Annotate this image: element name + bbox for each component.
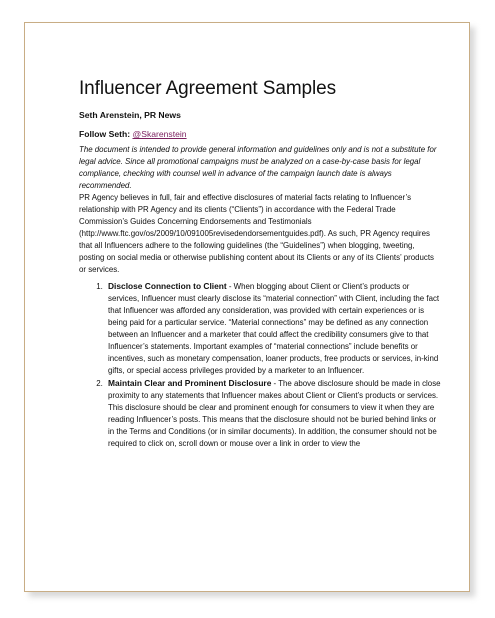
document-title: Influencer Agreement Samples: [79, 78, 337, 99]
guideline-text: - The above disclosure should be made in close proximity to any statements that Influencer makes about Client or Client’s products or services. This disclosure should be clear and prominent enough for consumers to view it when they are reading Influencer’s posts. This means that the disclosure should not be buried behind links or in the Terms and Conditions (or in similar documents). In addition, the consumer should not be required to click on, scroll down or mouse over a link in order to view the: [108, 379, 441, 448]
guideline-item: [105, 377, 441, 450]
document-content: [79, 77, 441, 450]
twitter-handle-link[interactable]: @Skarenstein: [132, 129, 187, 139]
guideline-heading: Disclose Connection to Client: [108, 281, 227, 291]
disclaimer-paragraph: The document is intended to provide general information and guidelines only and is not a substitute for legal advice. Since all promotional campaigns must be analyzed on a case-by-case basis for legal compliance, checking with counsel well in advance of the campaign launch date is always recommended.: [79, 145, 437, 190]
guideline-heading: Maintain Clear and Prominent Disclosure: [108, 378, 272, 388]
author-line: Seth Arenstein, PR News: [79, 110, 181, 120]
intro-paragraph: PR Agency believes in full, fair and effective disclosures of material facts relating to Influencer’s relationship with PR Agency and its clients (“Clients”) in accordance with the Federal Trade Commission’s Guides Concerning Endorsements and Testimonials (http://www.ftc.gov/os/2009/10/091005revisedendorsementguides.pdf). As such, PR Agency requires that all Influencers adhere to the following guidelines (the “Guidelines”) when blogging, tweeting, posting on social media or otherwise publishing content about its Clients or any of its Clients’ products or services.: [79, 193, 434, 274]
guidelines-list: [79, 280, 441, 450]
follow-label: Follow Seth:: [79, 129, 131, 139]
follow-line: [79, 128, 441, 140]
guideline-text: - When blogging about Client or Client’s products or services, Influencer must clearly disclose its “material connection” with Client, including the fact that Influencer was afforded any consideration, was provided with certain experiences or is being paid for a particular service. “Material connections” may be defined as any connection between an Influencer and a marketer that could affect the credibility consumers give to that Influencer’s statements. Important examples of “material connections” include benefits or incentives, such as monetary compensation, loaner products, free products or services, in-kind gifts, or special access privileges provided by a marketer to an Influencer.: [108, 282, 440, 375]
document-page: [24, 22, 470, 592]
guideline-item: [105, 280, 441, 377]
